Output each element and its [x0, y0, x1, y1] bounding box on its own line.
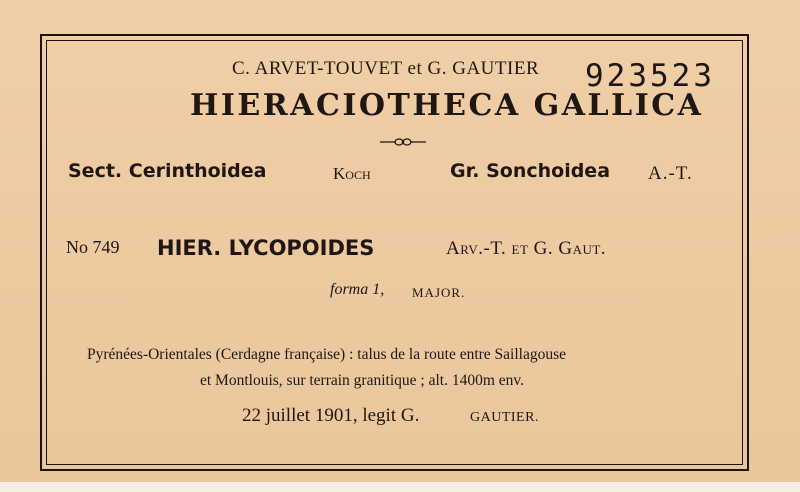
locality-line-1: Pyrénées-Orientales (Cerdagne française) : talus de la route entre Saillagouse [87, 346, 567, 363]
species-name: HIER. LYCOPOIDES [157, 236, 375, 260]
catalog-number: 923523 [585, 58, 715, 94]
species-authority: Arv.-T. et G. Gaut. [446, 238, 607, 259]
section-name: Sect. Cerinthoidea [68, 160, 267, 182]
specimen-number: No 749 [66, 237, 120, 257]
collection-title: HIERACIOTHECA GALLICA [190, 88, 704, 123]
group-name: Gr. Sonchoidea [450, 160, 611, 182]
section-authority: Koch [333, 164, 371, 183]
locality-line-2: et Montlouis, sur terrain granitique ; alt. 1400m env. [200, 372, 525, 389]
authors-line: C. ARVET-TOUVET et G. GAUTIER [232, 58, 540, 79]
ornament-divider [378, 135, 428, 149]
forma: forma 1, [330, 281, 385, 298]
group-authority: A.-T. [648, 163, 693, 184]
forma-rank: MAJOR. [412, 285, 466, 300]
collection-date: 22 juillet 1901, legit G. [242, 405, 420, 426]
collector-name: GAUTIER. [470, 410, 539, 425]
